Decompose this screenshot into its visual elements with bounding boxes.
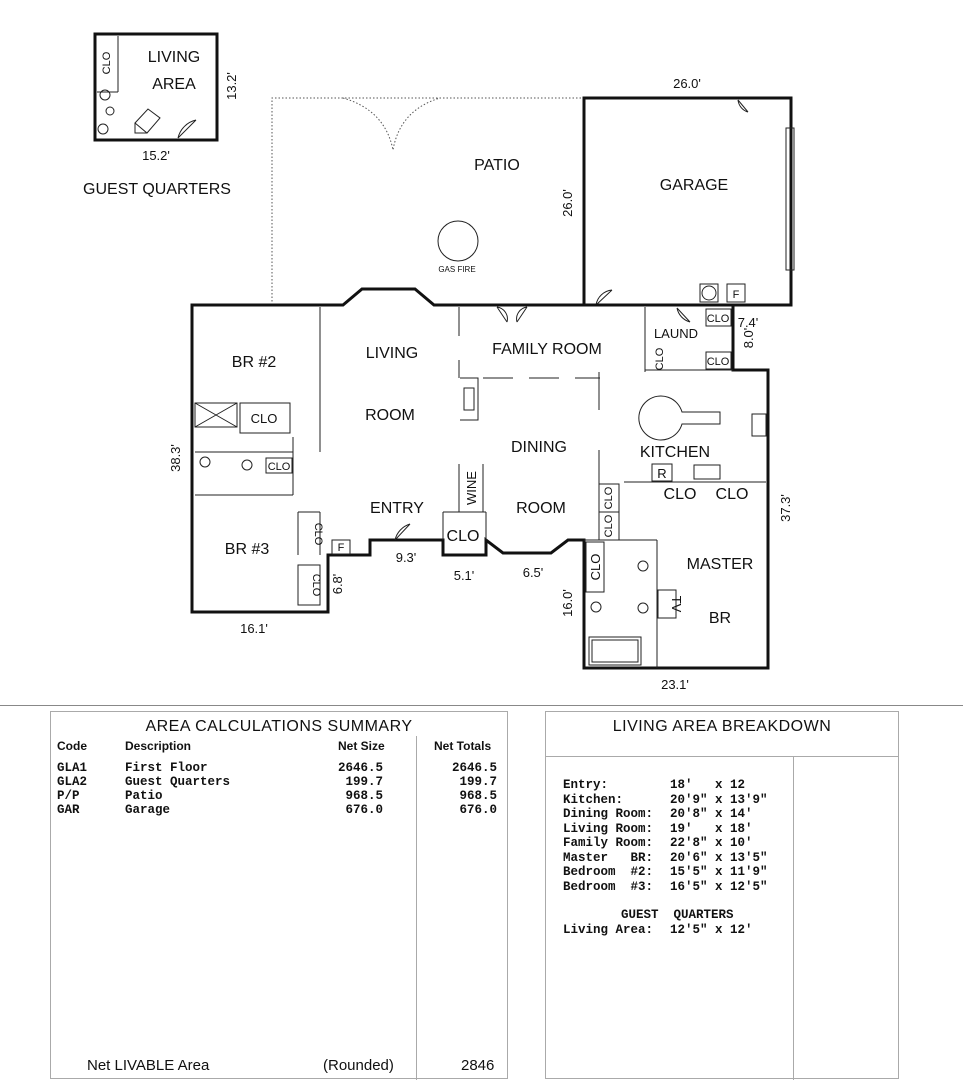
area-description: Garage (125, 803, 171, 817)
master-sink-1-icon (638, 561, 648, 571)
area-row (57, 803, 497, 817)
plan-divider (0, 705, 963, 706)
area-net-size: 2646.5 (337, 761, 383, 775)
net-totals-header: Net Totals (434, 739, 492, 753)
dining-closet-2-label: CLO (603, 514, 615, 538)
garage-walls (584, 98, 791, 305)
breakdown-row (563, 793, 768, 808)
garage-step-width-dim: 7.4' (737, 315, 759, 330)
master-closet-label: CLO (588, 553, 603, 581)
water-heater-icon (702, 286, 716, 300)
area-row (57, 761, 497, 775)
toilet-icon (98, 124, 108, 134)
area-net-total: 676.0 (459, 803, 497, 817)
breakdown-row (563, 778, 768, 793)
fireplace-icon (460, 378, 478, 420)
garage (584, 76, 794, 305)
right-dim: 37.3' (778, 494, 793, 522)
refrigerator-label: R (657, 466, 667, 481)
area-description: First Floor (125, 761, 208, 775)
breakdown-row (563, 807, 768, 822)
patio-door-arcs (343, 98, 440, 150)
br3-closet-label: CLO (312, 522, 324, 546)
entry-furnace-label: F (337, 542, 345, 554)
br2-sink-icon (242, 460, 252, 470)
living-breakdown-title: LIVING AREA BREAKDOWN (612, 718, 832, 735)
breakdown-room-size: 15'5" x 11'9" (670, 865, 768, 879)
garage-label: GARAGE (659, 177, 729, 194)
garage-door-swing-icon (738, 100, 748, 112)
laundry-door-swing-icon (677, 308, 690, 322)
master-bottom-dim: 23.1' (661, 677, 689, 692)
br2-toilet-icon (200, 457, 210, 467)
living-rows (563, 778, 768, 937)
entry-dim-2: 9.3' (395, 550, 417, 565)
net-livable-value: 2846 (461, 1057, 495, 1074)
wine-label: WINE (464, 471, 479, 505)
master-left-dim: 16.0' (560, 589, 575, 617)
guest-room-label-2: AREA (152, 76, 196, 93)
area-description: Guest Quarters (125, 775, 231, 789)
area-net-total: 2646.5 (451, 761, 497, 775)
family-room-label: FAMILY ROOM (492, 341, 602, 358)
br2-closet-label: CLO (250, 411, 278, 426)
guest-width-dim: 15.2' (142, 148, 170, 163)
master-label-2: BR (708, 610, 732, 627)
guest-height-dim: 13.2' (224, 72, 239, 100)
area-description: Patio (125, 789, 163, 803)
breakdown-room-name: Dining Room: (563, 807, 654, 821)
guest-room-name: Living Area: (563, 922, 654, 937)
family-room-door-icon (497, 307, 527, 322)
area-rows (57, 761, 497, 817)
master-label-1: MASTER (686, 556, 754, 573)
guest-room-label-1: LIVING (147, 49, 201, 66)
dining-closet-1-label: CLO (603, 486, 615, 510)
breakdown-room-size: 18' x 12 (670, 778, 746, 792)
patio-outline (272, 98, 584, 305)
living-room-label-1: LIVING (365, 345, 419, 362)
breakdown-row (563, 851, 768, 866)
living-room-label-2: ROOM (365, 407, 415, 424)
garage-step-height-dim: 8.0' (741, 327, 756, 349)
breakdown-row (563, 865, 768, 880)
breakdown-room-name: Family Room: (563, 836, 654, 850)
water-heater-box (700, 284, 718, 302)
breakdown-row (563, 822, 768, 837)
area-row (57, 789, 497, 803)
breakdown-room-size: 22'8" x 10' (670, 836, 753, 850)
guest-quarters-heading: GUEST QUARTERS (621, 908, 734, 922)
code-header: Code (57, 739, 87, 753)
entry-dim-1: 6.8' (330, 573, 345, 595)
bath-closet-label: CLO (267, 461, 291, 473)
net-size-header: Net Size (338, 739, 385, 753)
dining-room-label-1: DINING (511, 439, 567, 456)
area-row (57, 775, 497, 789)
area-code: P/P (57, 789, 80, 803)
description-header: Description (125, 739, 192, 753)
kitchen-island-icon (639, 396, 720, 440)
breakdown-room-size: 20'9" x 13'9" (670, 792, 768, 807)
gas-fire-icon (438, 221, 478, 261)
tv-label: TV (669, 595, 684, 613)
patio-label: PATIO (474, 157, 520, 174)
breakdown-room-name: Kitchen: (563, 792, 624, 807)
guest-room-size: 12'5" x 12' (670, 922, 753, 937)
kitchen-closet-1-label: CLO (663, 486, 697, 503)
breakdown-room-size: 16'5" x 12'5" (670, 879, 768, 894)
stove-icon (135, 109, 160, 133)
area-calculations-panel (50, 711, 508, 1079)
top-dim: 26.0' (673, 76, 701, 91)
breakdown-room-name: Bedroom #3: (563, 879, 654, 894)
breakdown-room-name: Bedroom #2: (563, 865, 654, 879)
master-sink-2-icon (638, 603, 648, 613)
breakdown-room-size: 19' x 18' (670, 821, 753, 836)
master-toilet-icon (591, 602, 601, 612)
area-code: GLA2 (57, 775, 88, 789)
guest-quarters-title: GUEST QUARTERS (83, 181, 231, 198)
entry-label: ENTRY (370, 500, 424, 517)
dining-room-label-2: ROOM (516, 500, 566, 517)
breakdown-room-name: Entry: (563, 778, 609, 792)
patio (272, 98, 584, 305)
area-code: GLA1 (57, 761, 88, 775)
garage-entry-swing-icon (596, 290, 612, 305)
breakdown-room-size: 20'6" x 13'5" (670, 850, 768, 865)
guest-closet-label: CLO (101, 51, 113, 75)
kitchen-sink-icon (752, 414, 766, 436)
guest-breakdown-row (563, 923, 768, 938)
kitchen-label: KITCHEN (639, 444, 711, 461)
breakdown-row (563, 836, 768, 851)
area-net-total: 199.7 (459, 775, 497, 789)
left-dim: 38.3' (168, 444, 183, 472)
area-net-size: 968.5 (345, 789, 383, 803)
cooktop-icon (694, 465, 720, 479)
br2-label: BR #2 (231, 354, 277, 371)
entry-door-swing-icon (395, 524, 410, 540)
area-summary-title: AREA CALCULATIONS SUMMARY (145, 718, 413, 735)
area-net-size: 199.7 (345, 775, 383, 789)
rounded-note: (Rounded) (323, 1057, 394, 1074)
door-swing-icon (178, 120, 196, 138)
sink-icon (106, 107, 114, 115)
area-net-total: 968.5 (459, 789, 497, 803)
net-livable-label: Net LIVABLE Area (87, 1057, 210, 1074)
breakdown-room-name: Master BR: (563, 850, 654, 865)
master-tub-icon (589, 637, 641, 665)
bottom-left-dim: 16.1' (240, 621, 268, 636)
breakdown-row (563, 880, 768, 895)
entry-closet-label: CLO (310, 573, 322, 597)
laundry-closet-2-label: CLO (706, 356, 730, 368)
br3-label: BR #3 (224, 541, 270, 558)
gas-fire-label: GAS FIRE (438, 265, 476, 274)
laundry-label: LAUND (653, 326, 699, 341)
kitchen-closet-2-label: CLO (715, 486, 749, 503)
patio-garage-dim: 26.0' (560, 189, 575, 217)
laundry-closet-1-label: CLO (706, 313, 730, 325)
entry-dim-4: 6.5' (522, 565, 544, 580)
entry-dim-3: 5.1' (453, 568, 475, 583)
entry-closet-main-label: CLO (446, 528, 480, 545)
garage-furnace-label: F (732, 289, 740, 301)
living-area-breakdown-panel (545, 711, 899, 1079)
area-net-size: 676.0 (345, 803, 383, 817)
breakdown-room-name: Living Room: (563, 821, 654, 836)
area-code: GAR (57, 803, 80, 817)
breakdown-room-size: 20'8" x 14' (670, 807, 753, 821)
guest-quarters (83, 34, 239, 198)
laundry-closet-3-label: CLO (654, 347, 666, 371)
